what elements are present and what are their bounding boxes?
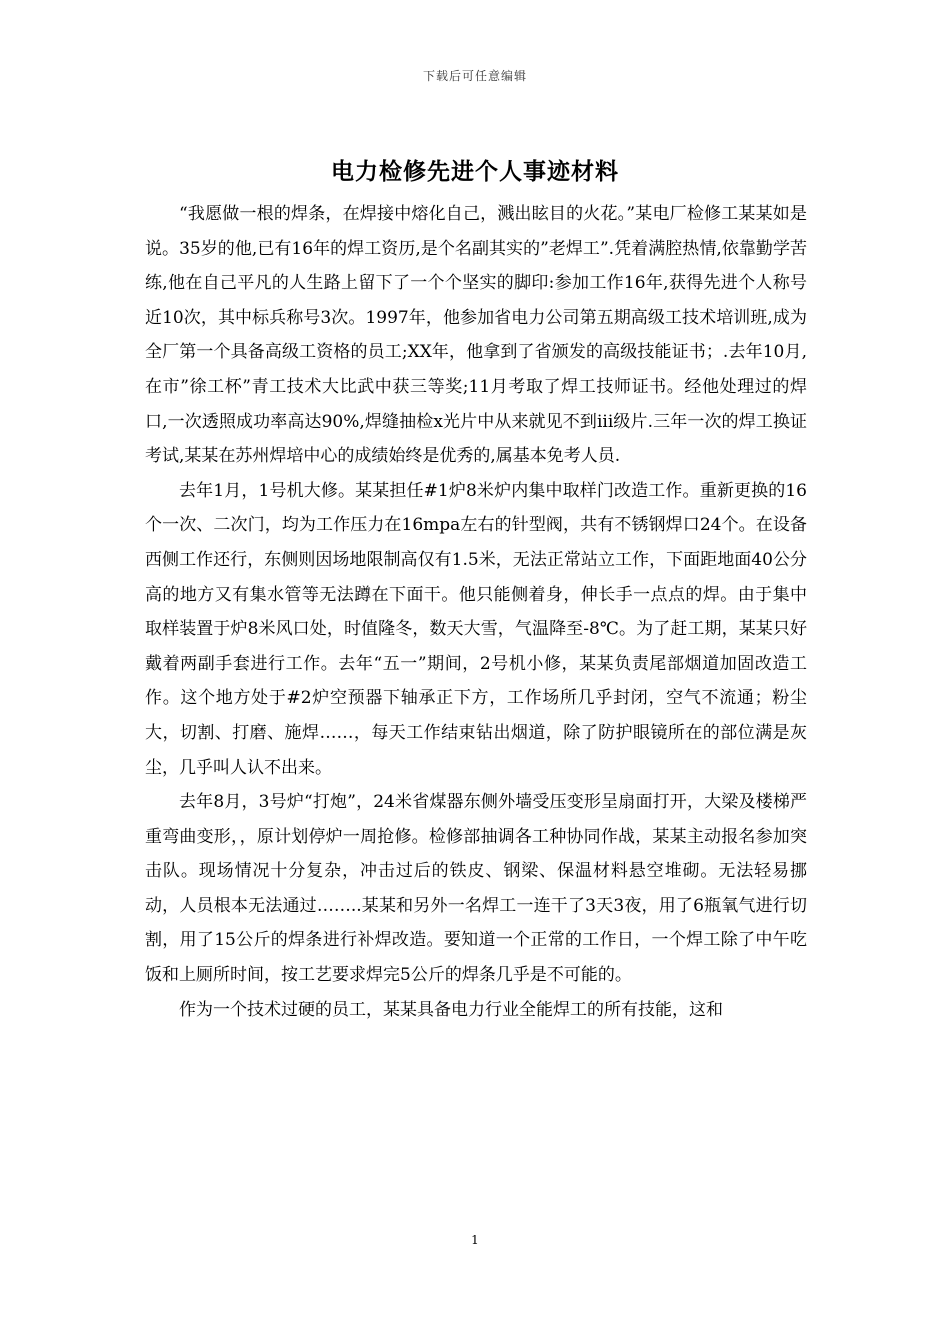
document-body xyxy=(145,197,807,1027)
paragraph: 作为一个技术过硬的员工，某某具备电力行业全能焊工的所有技能，这和 xyxy=(179,999,723,1020)
paragraph: 去年1月，1号机大修。某某担任#1炉8米炉内集中取样门改造工作。重新更换的16个一次、二次门，均为工作压力在16mpa左右的针型阀，共有不锈钢焊口24个。在设备西侧工作还行，东侧则因场地限制高仅有1.5米，无法正常站立工作，下面距地面40公分高的地方又有集水管等无法蹲在下面干。他只能侧着身，伸长手一点点的焊。由于集中取样装置于炉8米风口处，时值隆冬，数天大雪，气温降至-8℃。为了赶工期，某某只好戴着两副手套进行工作。去年“五一”期间，2号机小修，某某负责尾部烟道加固改造工作。这个地方处于#2炉空预器下轴承正下方，工作场所几乎封闭，空气不流通；粉尘大，切割、打磨、施焊……，每天工作结束钻出烟道，除了防护眼镜所在的部位满是灰尘，几乎叫人认不出来。 xyxy=(145,480,807,778)
paragraph: 去年8月，3号炉“打炮”，24米省煤器东侧外墙受压变形呈扇面打开，大梁及楼梯严重弯曲变形，，原计划停炉一周抢修。检修部抽调各工种协同作战，某某主动报名参加突击队。现场情况十分复杂，冲击过后的铁皮、钢梁、保温材料悬空堆砌。无法轻易挪动，人员根本无法通过……..某某和另外一名焊工一连干了3天3夜，用了6瓶氧气进行切割，用了15公斤的焊条进行补焊改造。要知道一个正常的工作日，一个焊工除了中午吃饭和上厕所时间，按工艺要求焊完5公斤的焊条几乎是不可能的。 xyxy=(145,792,807,986)
document-title: 电力检修先进个人事迹材料 xyxy=(331,158,619,185)
paragraph: “我愿做一根的焊条，在焊接中熔化自己，溅出眩目的火花。”某电厂检修工某某如是说。35岁的他,已有16年的焊工资历,是个名副其实的”老焊工”.凭着满腔热情,依靠勤学苦练,他在自己平凡的人生路上留下了一个个坚实的脚印:参加工作16年,获得先进个人称号近10次，其中标兵称号3次。1997年，他参加省电力公司第五期高级工技术培训班,成为全厂第一个具备高级工资格的员工;XX年，他拿到了省颁发的高级技能证书；.去年10月,在市”徐工杯”青工技术大比武中获三等奖;11月考取了焊工技师证书。经他处理过的焊口,一次透照成功率高达90%,焊缝抽检x光片中从来就见不到iii级片.三年一次的焊工换证考试,某某在苏州焊培中心的成绩始终是优秀的,属基本免考人员. xyxy=(145,204,807,467)
header-note: 下载后可任意编辑 xyxy=(422,69,527,83)
page-number: 1 xyxy=(471,1233,479,1247)
